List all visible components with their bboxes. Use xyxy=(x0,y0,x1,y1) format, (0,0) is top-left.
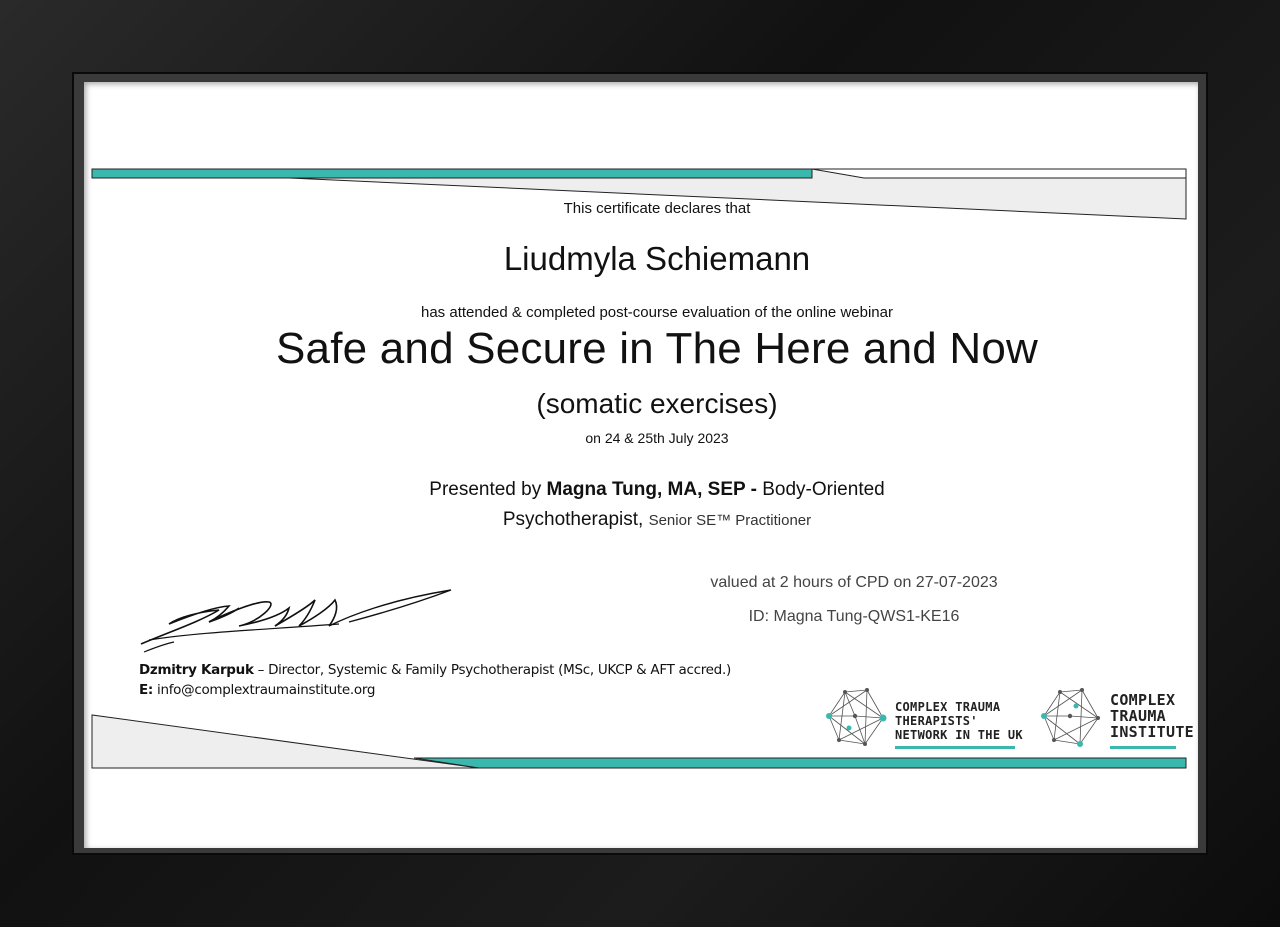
signature-image xyxy=(139,582,469,662)
course-date: on 24 & 25th July 2023 xyxy=(585,430,729,446)
cpd-text: valued at 2 hours of CPD on 27-07-2023 xyxy=(710,574,998,591)
signatory-name: Dzmitry Karpuk xyxy=(139,662,254,678)
signatory-title: – Director, Systemic & Family Psychotherapist (MSc, UKCP & AFT accred.) xyxy=(253,662,731,678)
signatory-line xyxy=(139,662,731,678)
logo-underline xyxy=(1110,746,1176,749)
presenter-credential: Senior SE™ Practitioner xyxy=(648,512,812,529)
top-teal-band xyxy=(92,169,812,178)
logo-cti-text xyxy=(1110,692,1194,740)
presenter-role-cont: Psychotherapist, xyxy=(502,509,644,530)
certificate-paper xyxy=(84,82,1198,848)
presenter-line-1 xyxy=(84,479,1198,501)
presenter-name: Magna Tung, MA, SEP - xyxy=(546,479,757,500)
top-band-tail xyxy=(812,169,1186,178)
attended-text: has attended & completed post-course evaluation of the online webinar xyxy=(421,304,893,321)
presented-by-label: Presented by xyxy=(429,479,542,500)
logo-line: THERAPISTS' xyxy=(895,714,978,728)
logo-line: INSTITUTE xyxy=(1110,723,1194,741)
logo-line: COMPLEX TRAUMA xyxy=(895,700,1001,714)
logo-cti xyxy=(1040,686,1194,755)
logo-line: NETWORK IN THE UK xyxy=(895,728,1023,742)
logo-line: COMPLEX xyxy=(1110,691,1176,709)
logo-line: TRAUMA xyxy=(1110,707,1166,725)
network-logo-icon xyxy=(825,686,889,750)
network-logo-icon xyxy=(1040,686,1104,750)
logo-ctt-network xyxy=(825,686,1023,755)
logo-ctt-text xyxy=(895,700,1023,742)
intro-text: This certificate declares that xyxy=(563,200,751,217)
signatory-email-line xyxy=(139,682,375,698)
bottom-teal-band xyxy=(414,758,1186,768)
logo-underline xyxy=(895,746,1015,749)
email-label: E: xyxy=(139,682,154,698)
presenter-line-2 xyxy=(84,509,1198,531)
course-subtitle: (somatic exercises) xyxy=(536,388,778,419)
bottom-grey-panel xyxy=(92,715,479,768)
course-title: Safe and Secure in The Here and Now xyxy=(276,324,1038,373)
recipient-name: Liudmyla Schiemann xyxy=(503,240,811,277)
certificate-id: ID: Magna Tung-QWS1-KE16 xyxy=(748,608,960,625)
decorative-bands xyxy=(84,82,1198,848)
presenter-role: Body-Oriented xyxy=(762,479,885,500)
signatory-email: info@complextraumainstitute.org xyxy=(153,682,376,698)
